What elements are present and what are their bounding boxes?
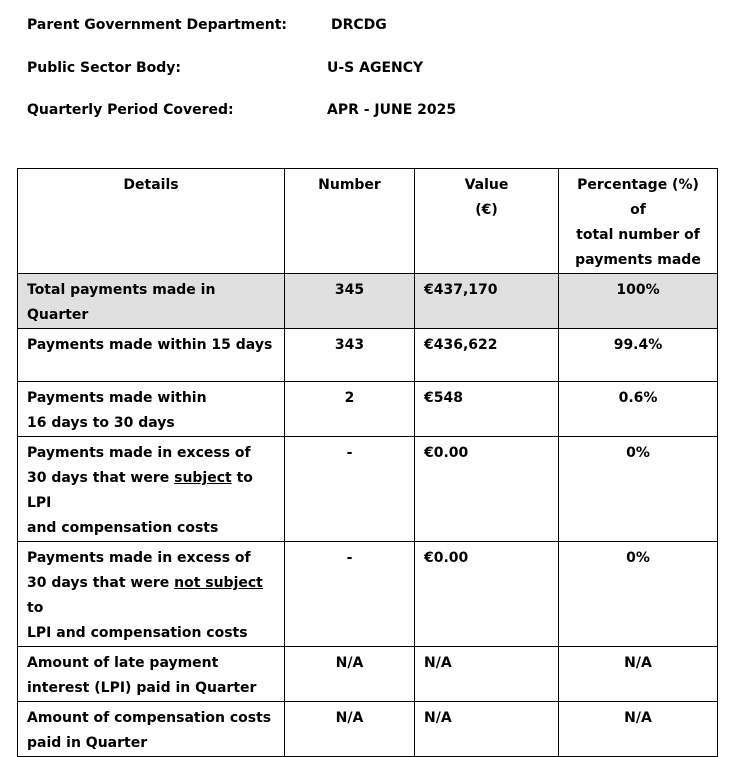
table-row	[18, 382, 718, 437]
table-row	[18, 274, 718, 329]
row-details: Amount of late payment interest (LPI) paid in Quarter	[18, 647, 285, 702]
table-row	[18, 542, 718, 647]
row-percentage: N/A	[559, 647, 718, 702]
row-number: N/A	[285, 647, 415, 702]
row-value: €437,170	[415, 274, 559, 329]
body-label: Public Sector Body:	[27, 60, 182, 76]
row-number: 2	[285, 382, 415, 437]
header-number: Number	[285, 169, 415, 274]
payments-table	[17, 168, 718, 757]
period-label: Quarterly Period Covered:	[27, 102, 234, 118]
header-percentage: Percentage (%) of total number of payments made	[559, 169, 718, 274]
table-row	[18, 702, 718, 757]
row-percentage: 99.4%	[559, 329, 718, 382]
row-details: Amount of compensation costs paid in Quarter	[18, 702, 285, 757]
row-percentage: 0%	[559, 437, 718, 542]
row-number: 343	[285, 329, 415, 382]
row-number: N/A	[285, 702, 415, 757]
period-value: APR - JUNE 2025	[327, 102, 457, 118]
row-percentage: 100%	[559, 274, 718, 329]
department-label: Parent Government Department:	[27, 17, 288, 33]
row-value: N/A	[415, 702, 559, 757]
row-percentage: 0%	[559, 542, 718, 647]
row-value: €548	[415, 382, 559, 437]
row-percentage: N/A	[559, 702, 718, 757]
row-number: -	[285, 542, 415, 647]
row-value: €0.00	[415, 437, 559, 542]
row-value: €436,622	[415, 329, 559, 382]
table-header-row	[18, 169, 718, 274]
body-value: U-S AGENCY	[327, 60, 424, 76]
row-details: Payments made within 16 days to 30 days	[18, 382, 285, 437]
row-details: Payments made within 15 days	[18, 329, 285, 382]
header-details: Details	[18, 169, 285, 274]
table-row	[18, 437, 718, 542]
row-number: 345	[285, 274, 415, 329]
row-value: €0.00	[415, 542, 559, 647]
department-value: DRCDG	[331, 17, 387, 33]
row-percentage: 0.6%	[559, 382, 718, 437]
row-details: Payments made in excess of 30 days that were subject to LPI and compensation costs	[18, 437, 285, 542]
row-details: Total payments made in Quarter	[18, 274, 285, 329]
table-row	[18, 329, 718, 382]
row-number: -	[285, 437, 415, 542]
row-details: Payments made in excess of 30 days that were not subject to LPI and compensation costs	[18, 542, 285, 647]
header-value: Value (€)	[415, 169, 559, 274]
row-value: N/A	[415, 647, 559, 702]
table-row	[18, 647, 718, 702]
